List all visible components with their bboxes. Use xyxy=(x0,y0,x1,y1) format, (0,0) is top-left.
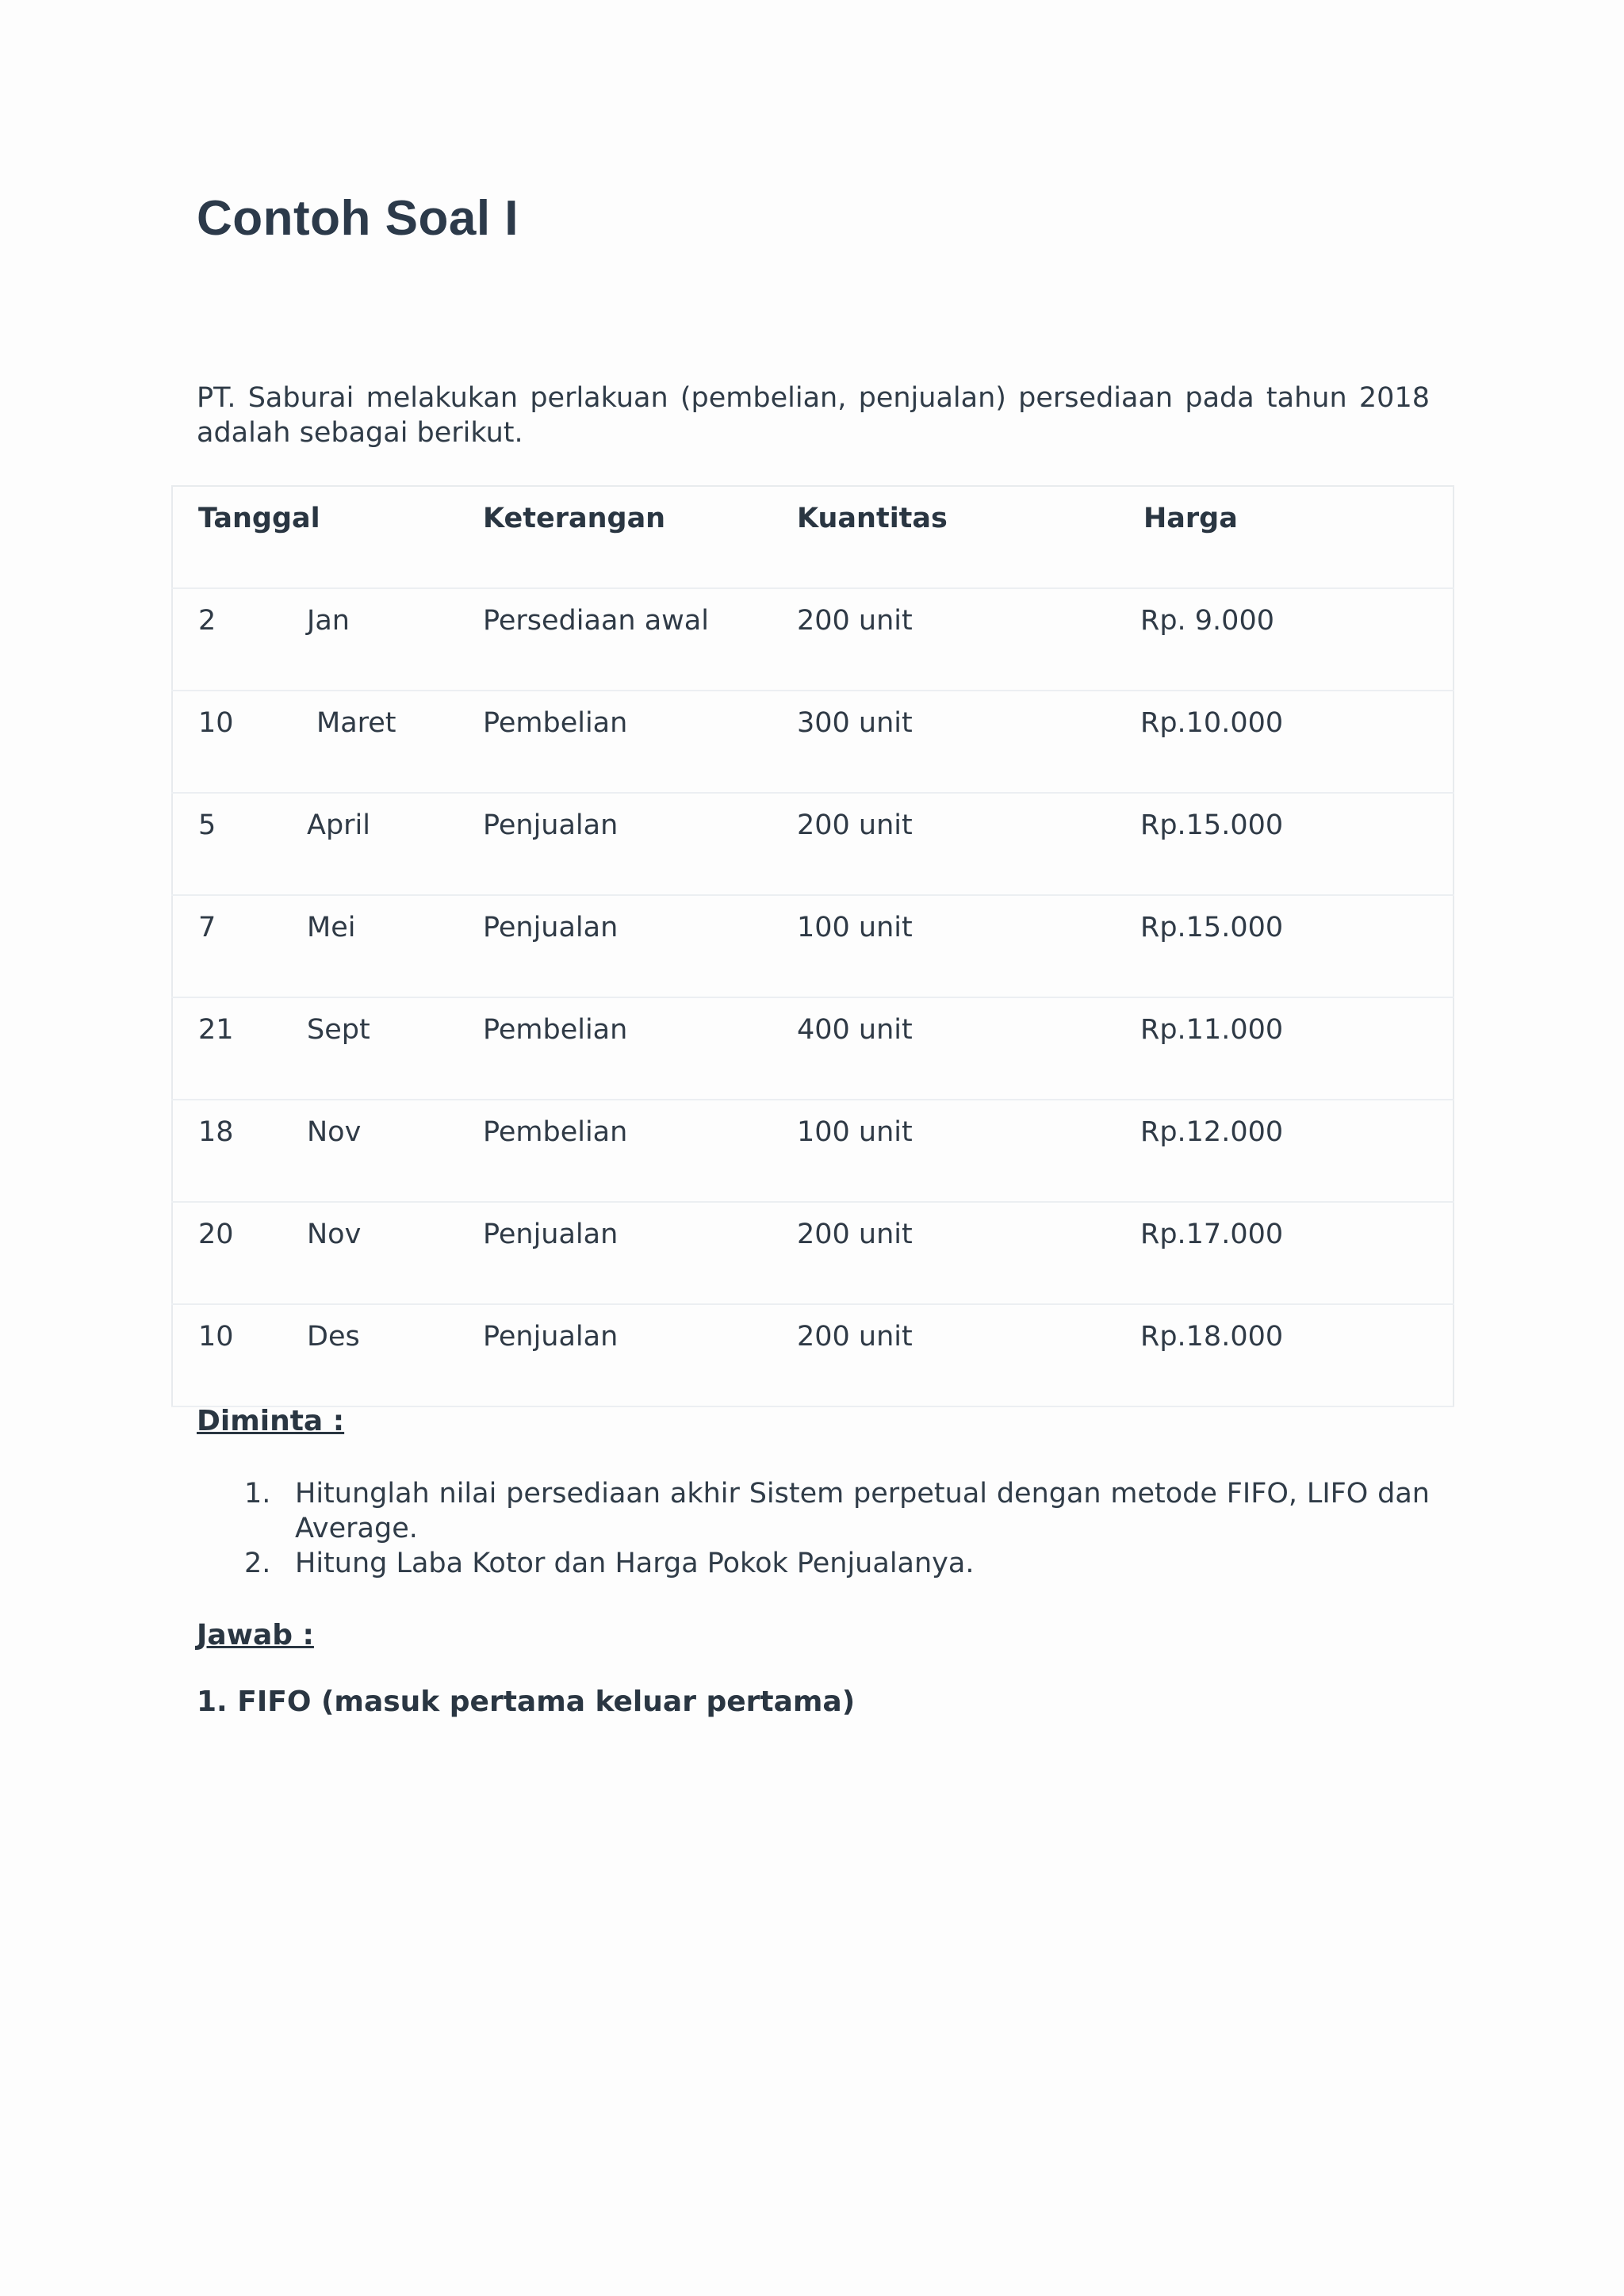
cell-month xyxy=(307,895,483,997)
cell-month-text: Mei xyxy=(307,912,356,943)
cell-keterangan xyxy=(483,588,797,691)
cell-kuantitas-text: 200 unit xyxy=(797,605,913,637)
cell-day xyxy=(172,895,307,997)
table-row xyxy=(172,1100,1454,1202)
inventory-table xyxy=(171,485,1454,1407)
cell-harga-text: Rp.17.000 xyxy=(1140,1219,1284,1250)
cell-harga xyxy=(1140,588,1454,691)
table-row xyxy=(172,588,1454,691)
cell-keterangan xyxy=(483,691,797,793)
cell-month-text: April xyxy=(307,809,370,841)
cell-harga xyxy=(1140,793,1454,895)
fifo-section-heading: 1. FIFO (masuk pertama keluar pertama) xyxy=(197,1686,856,1718)
cell-kuantitas xyxy=(797,1304,1140,1406)
cell-keterangan-text: Pembelian xyxy=(483,1116,628,1148)
cell-keterangan-text: Penjualan xyxy=(483,809,619,841)
header-kuantitas-label: Kuantitas xyxy=(797,503,948,534)
cell-keterangan-text: Pembelian xyxy=(483,1014,628,1046)
cell-day xyxy=(172,691,307,793)
cell-day-text: 7 xyxy=(198,912,216,943)
cell-day-text: 2 xyxy=(198,605,216,637)
cell-kuantitas-text: 200 unit xyxy=(797,1219,913,1250)
header-keterangan-label: Keterangan xyxy=(483,503,666,534)
cell-kuantitas xyxy=(797,1100,1140,1202)
list-item xyxy=(197,1476,1430,1546)
cell-harga-text: Rp. 9.000 xyxy=(1140,605,1274,637)
cell-harga xyxy=(1140,1202,1454,1304)
cell-kuantitas-text: 100 unit xyxy=(797,1116,913,1148)
jawab-heading: Jawab : xyxy=(197,1619,314,1651)
cell-kuantitas-text: 200 unit xyxy=(797,1321,913,1353)
cell-day xyxy=(172,793,307,895)
cell-harga xyxy=(1140,691,1454,793)
cell-day xyxy=(172,1202,307,1304)
list-item-number: 2. xyxy=(244,1548,271,1579)
intro-paragraph: PT. Saburai melakukan perlakuan (pembelian, penjualan) persediaan pada tahun 2018 adalah sebagai berikut. xyxy=(197,382,1430,449)
cell-kuantitas-text: 200 unit xyxy=(797,809,913,841)
cell-kuantitas xyxy=(797,895,1140,997)
list-item xyxy=(197,1546,1430,1581)
cell-keterangan xyxy=(483,997,797,1100)
cell-kuantitas xyxy=(797,997,1140,1100)
table-row xyxy=(172,1304,1454,1406)
cell-month-text: Nov xyxy=(307,1219,362,1250)
list-item-number: 1. xyxy=(244,1478,271,1510)
cell-day-text: 10 xyxy=(198,707,234,739)
header-tanggal-label: Tanggal xyxy=(198,503,320,534)
header-kuantitas xyxy=(797,486,1140,588)
page-title: Contoh Soal I xyxy=(197,191,519,246)
cell-kuantitas xyxy=(797,588,1140,691)
cell-month-text: Nov xyxy=(307,1116,362,1148)
header-keterangan xyxy=(483,486,797,588)
table-header-row xyxy=(172,486,1454,588)
table-row xyxy=(172,895,1454,997)
cell-day xyxy=(172,588,307,691)
cell-month xyxy=(307,997,483,1100)
cell-month-text: Sept xyxy=(307,1014,370,1046)
cell-harga xyxy=(1140,1304,1454,1406)
cell-month xyxy=(307,793,483,895)
header-tanggal xyxy=(172,486,483,588)
cell-day-text: 5 xyxy=(198,809,216,841)
cell-harga xyxy=(1140,997,1454,1100)
cell-day-text: 10 xyxy=(198,1321,234,1353)
cell-day xyxy=(172,1304,307,1406)
header-harga xyxy=(1140,486,1454,588)
cell-harga xyxy=(1140,895,1454,997)
cell-day-text: 20 xyxy=(198,1219,234,1250)
cell-harga-text: Rp.18.000 xyxy=(1140,1321,1284,1353)
cell-month xyxy=(307,588,483,691)
cell-keterangan-text: Pembelian xyxy=(483,707,628,739)
cell-harga-text: Rp.15.000 xyxy=(1140,809,1284,841)
cell-month-text: Jan xyxy=(307,605,350,637)
cell-keterangan xyxy=(483,1100,797,1202)
cell-month xyxy=(307,1100,483,1202)
cell-keterangan-text: Penjualan xyxy=(483,1321,619,1353)
cell-day-text: 21 xyxy=(198,1014,234,1046)
cell-kuantitas-text: 100 unit xyxy=(797,912,913,943)
list-item-text: Hitung Laba Kotor dan Harga Pokok Penjualanya. xyxy=(295,1548,975,1579)
cell-day xyxy=(172,1100,307,1202)
table-row xyxy=(172,793,1454,895)
table-row xyxy=(172,997,1454,1100)
table-row xyxy=(172,1202,1454,1304)
cell-harga-text: Rp.12.000 xyxy=(1140,1116,1284,1148)
cell-kuantitas xyxy=(797,1202,1140,1304)
cell-month xyxy=(307,1304,483,1406)
cell-keterangan-text: Persediaan awal xyxy=(483,605,709,637)
cell-month xyxy=(307,691,483,793)
cell-keterangan xyxy=(483,895,797,997)
cell-keterangan xyxy=(483,1202,797,1304)
cell-keterangan-text: Penjualan xyxy=(483,912,619,943)
cell-keterangan xyxy=(483,1304,797,1406)
cell-day xyxy=(172,997,307,1100)
table-row xyxy=(172,691,1454,793)
cell-keterangan xyxy=(483,793,797,895)
cell-month-text: Maret xyxy=(316,707,396,739)
cell-day-text: 18 xyxy=(198,1116,234,1148)
cell-keterangan-text: Penjualan xyxy=(483,1219,619,1250)
header-harga-label: Harga xyxy=(1143,503,1238,534)
task-list xyxy=(197,1476,1430,1581)
cell-kuantitas-text: 300 unit xyxy=(797,707,913,739)
cell-harga xyxy=(1140,1100,1454,1202)
cell-harga-text: Rp.15.000 xyxy=(1140,912,1284,943)
cell-month-text: Des xyxy=(307,1321,360,1353)
diminta-heading: Diminta : xyxy=(197,1405,345,1437)
cell-month xyxy=(307,1202,483,1304)
cell-kuantitas xyxy=(797,793,1140,895)
cell-harga-text: Rp.11.000 xyxy=(1140,1014,1284,1046)
cell-harga-text: Rp.10.000 xyxy=(1140,707,1284,739)
cell-kuantitas xyxy=(797,691,1140,793)
list-item-text: Hitunglah nilai persediaan akhir Sistem perpetual dengan metode FIFO, LIFO dan Average. xyxy=(295,1478,1430,1544)
cell-kuantitas-text: 400 unit xyxy=(797,1014,913,1046)
